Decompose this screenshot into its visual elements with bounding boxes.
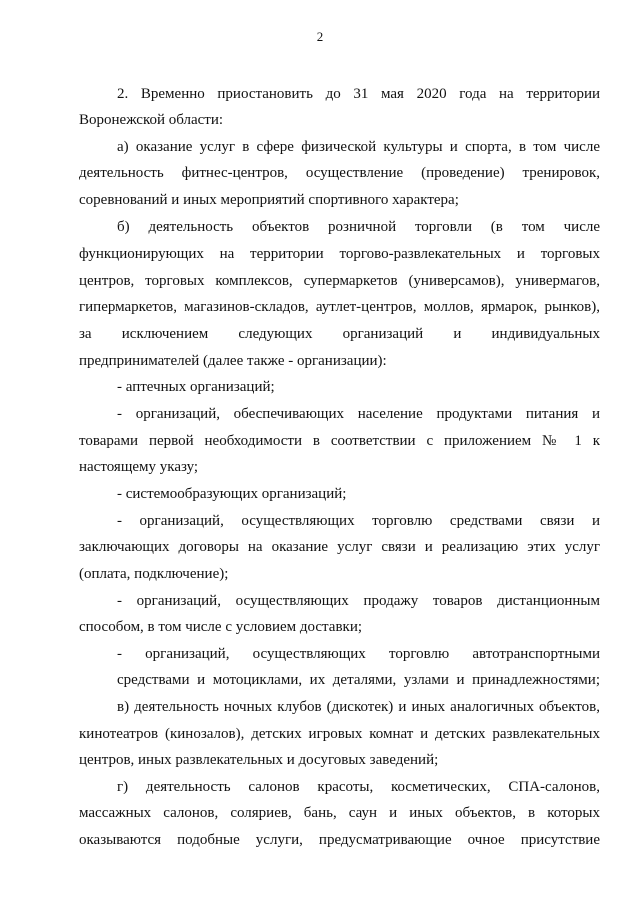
text-line: оказываются подобные услуги, предусматривающие очное присутствие — [79, 832, 600, 848]
text-line: настоящему указу; — [79, 459, 199, 475]
text-line: в) деятельность ночных клубов (дискотек) и иных аналогичных объектов, — [117, 699, 600, 715]
text-line: кинотеатров (кинозалов), детских игровых комнат и детских развлекательных — [79, 726, 600, 742]
text-line: - организаций, обеспечивающих население продуктами питания и — [117, 406, 600, 422]
text-line: за исключением следующих организаций и индивидуальных — [79, 326, 600, 342]
text-line: функционирующих на территории торгово-развлекательных и торговых — [79, 246, 600, 262]
text-line: гипермаркетов, магазинов-складов, аутлет-центров, моллов, ярмарок, рынков), — [79, 299, 600, 315]
text-line: способом, в том числе с условием доставки; — [79, 619, 363, 635]
text-line: а) оказание услуг в сфере физической культуры и спорта, в том числе — [117, 139, 600, 155]
text-line: - организаций, осуществляющих торговлю автотранспортными — [117, 646, 600, 662]
text-line: центров, иных развлекательных и досуговых заведений; — [79, 752, 439, 768]
text-line: г) деятельность салонов красоты, косметических, СПА-салонов, — [117, 779, 600, 795]
text-line: заключающих договоры на оказание услуг связи и реализацию этих услуг — [79, 539, 600, 555]
text-line: Воронежской области: — [79, 112, 224, 128]
text-line: б) деятельность объектов розничной торговли (в том числе — [117, 219, 600, 235]
text-line: центров, торговых комплексов, супермаркетов (универсамов), универмагов, — [79, 273, 600, 289]
text-line: - системообразующих организаций; — [117, 486, 347, 502]
text-line: средствами и мотоциклами, их деталями, узлами и принадлежностями; — [117, 672, 600, 688]
text-line: (оплата, подключение); — [79, 566, 229, 582]
text-line: товарами первой необходимости в соответствии с приложением № 1 к — [79, 433, 600, 449]
page-number: 2 — [316, 29, 324, 44]
text-line: предпринимателей (далее также - организации): — [79, 353, 387, 369]
text-line: 2. Временно приостановить до 31 мая 2020 года на территории — [117, 86, 600, 102]
text-line: массажных салонов, соляриев, бань, саун и иных объектов, в которых — [79, 805, 600, 821]
text-line: соревнований и иных мероприятий спортивного характера; — [79, 192, 459, 208]
text-line: - аптечных организаций; — [117, 379, 275, 395]
text-line: - организаций, осуществляющих торговлю средствами связи и — [117, 513, 600, 529]
text-line: - организаций, осуществляющих продажу товаров дистанционным — [117, 593, 600, 609]
text-line: деятельность фитнес-центров, осуществление (проведение) тренировок, — [79, 165, 600, 181]
